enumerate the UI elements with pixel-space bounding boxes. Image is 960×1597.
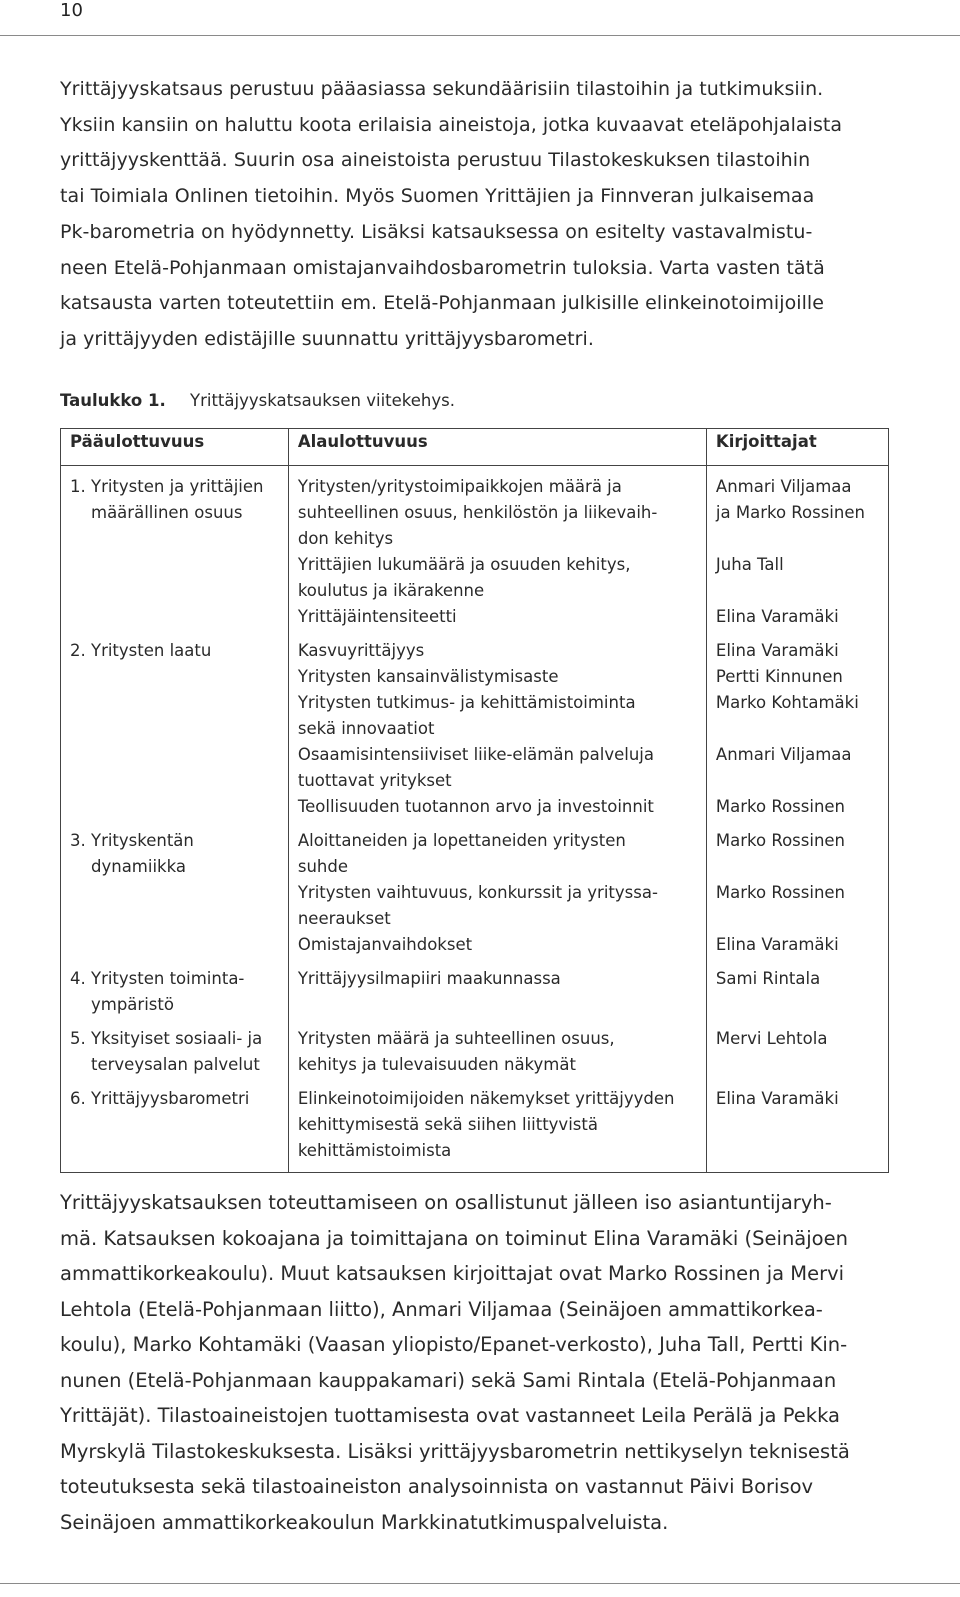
intro-line: tai Toimiala Onlinen tietoihin. Myös Suomen Yrittäjien ja Finnveran julkaisemaa: [60, 185, 815, 208]
authors-line: [716, 854, 879, 880]
intro-line: yrittäjyyskenttää. Suurin osa aineistoista perustuu Tilastokeskuksen tilastoihin: [60, 149, 811, 172]
sub-dimension-line: Kasvuyrittäjyys: [297, 641, 425, 660]
closing-line: Yrittäjyyskatsauksen toteuttamiseen on osallistunut jälleen iso asiantuntijaryh-: [60, 1191, 832, 1214]
sub-dimension-line: Yritysten tutkimus- ja kehittämistoiminta: [297, 693, 636, 712]
main-dimension-line: ympäristö: [91, 995, 174, 1014]
main-dimension-cell: [61, 966, 289, 1026]
header-rule: [0, 35, 960, 36]
page-number: 10: [60, 0, 83, 21]
main-dimension-line: 6. Yrittäjyysbarometri: [70, 1089, 250, 1108]
sub-dimension-line: neeraukset: [297, 909, 391, 928]
table-header-row: [61, 429, 889, 466]
main-dimension-cell: [61, 466, 289, 639]
table-row: [61, 1086, 889, 1173]
table-row: [61, 828, 889, 966]
authors-line: [716, 526, 879, 552]
closing-line: koulu), Marko Kohtamäki (Vaasan yliopisto/Epanet-verkosto), Juha Tall, Pertti Kin-: [60, 1333, 848, 1356]
intro-line: ja yrittäjyyden edistäjille suunnattu yrittäjyysbarometri.: [60, 327, 594, 350]
closing-line: Myrskylä Tilastokeskuksesta. Lisäksi yrittäjyysbarometrin nettikyselyn teknisestä: [60, 1439, 850, 1463]
closing-line: ammattikorkeakoulu). Muut katsauksen kirjoittajat ovat Marko Rossinen ja Mervi: [60, 1262, 845, 1285]
intro-line: katsausta varten toteutettiin em. Etelä-Pohjanmaan julkisille elinkeinotoimijoille: [60, 292, 824, 315]
authors-line: [716, 578, 879, 604]
intro-line: Yrittäjyyskatsaus perustuu pääasiassa sekundäärisiin tilastoihin ja tutkimuksiin.: [60, 78, 824, 100]
main-dimension-line: terveysalan palvelut: [91, 1055, 260, 1074]
authors-line: Marko Rossinen: [715, 797, 846, 816]
main-dimension-cell: [61, 1026, 289, 1086]
framework-table: [60, 428, 889, 1173]
closing-line: nunen (Etelä-Pohjanmaan kauppakamari) sekä Sami Rintala (Etelä-Pohjanmaan: [60, 1368, 837, 1392]
sub-dimension-line: Yritysten/yritystoimipaikkojen määrä ja: [297, 477, 622, 496]
sub-dimension-line: Yritysten kansainvälistymisaste: [297, 667, 559, 686]
intro-line: neen Etelä-Pohjanmaan omistajanvaihdosbarometrin tuloksia. Varta vasten tätä: [60, 256, 825, 279]
sub-dimension-line: Teollisuuden tuotannon arvo ja investoinnit: [297, 797, 654, 816]
table-row: [61, 966, 889, 1026]
closing-line: Seinäjoen ammattikorkeakoulun Markkinatutkimuspalveluista.: [60, 1510, 669, 1534]
table-row: [61, 1026, 889, 1086]
authors-cell: [706, 1086, 888, 1173]
intro-line: Yksiin kansiin on haluttu koota erilaisia aineistoja, jotka kuvaavat eteläpohjalaista: [60, 113, 843, 136]
intro-line: Pk-barometria on hyödynnetty. Lisäksi katsauksessa on esitelty vastavalmistu-: [60, 220, 813, 243]
authors-cell: [706, 1026, 888, 1086]
authors-line: Marko Rossinen: [715, 831, 846, 850]
sub-dimension-line: Yritysten vaihtuvuus, konkurssit ja yrityssa-: [297, 883, 658, 902]
authors-cell: [706, 466, 888, 639]
main-dimension-line: 5. Yksityiset sosiaali- ja: [70, 1029, 263, 1048]
authors-line: Pertti Kinnunen: [715, 667, 843, 686]
sub-dimension-line: Yrittäjien lukumäärä ja osuuden kehitys,: [297, 555, 631, 574]
authors-line: Marko Kohtamäki: [715, 693, 859, 712]
sub-dimension-line: Omistajanvaihdokset: [297, 935, 473, 954]
table-row: [61, 466, 889, 639]
authors-line: Anmari Viljamaa: [715, 477, 852, 496]
main-dimension-line: dynamiikka: [91, 857, 186, 876]
sub-dimension-cell: [288, 966, 706, 1026]
sub-dimension-line: sekä innovaatiot: [297, 719, 435, 738]
header-sub-dimension: Alaulottuvuus: [288, 429, 706, 466]
table-body: [61, 466, 889, 1173]
sub-dimension-line: suhteellinen osuus, henkilöstön ja liikevaih-: [297, 503, 658, 522]
sub-dimension-line: kehitys ja tulevaisuuden näkymät: [297, 1055, 576, 1074]
authors-line: [716, 906, 879, 932]
closing-line: toteutuksesta sekä tilastoaineiston analysoinnista on vastannut Päivi Borisov: [60, 1475, 814, 1498]
closing-paragraph: [60, 1185, 890, 1540]
sub-dimension-line: suhde: [297, 857, 348, 876]
authors-line: Elina Varamäki: [715, 1089, 839, 1108]
main-dimension-line: 1. Yritysten ja yrittäjien: [70, 477, 264, 496]
sub-dimension-cell: [288, 638, 706, 828]
closing-line: Lehtola (Etelä-Pohjanmaan liitto), Anmari Viljamaa (Seinäjoen ammattikorkea-: [60, 1297, 823, 1321]
sub-dimension-line: tuottavat yritykset: [297, 771, 452, 790]
authors-line: [716, 768, 879, 794]
authors-line: [716, 716, 879, 742]
sub-dimension-line: Osaamisintensiiviset liike-elämän palveluja: [297, 745, 654, 764]
main-dimension-line: 3. Yrityskentän: [70, 831, 194, 850]
authors-line: Elina Varamäki: [715, 607, 839, 626]
table-caption: [60, 390, 455, 412]
sub-dimension-line: Elinkeinotoimijoiden näkemykset yrittäjyyden: [297, 1089, 675, 1108]
sub-dimension-line: kehittämistoimista: [297, 1141, 452, 1160]
sub-dimension-cell: [288, 1086, 706, 1173]
authors-line: Elina Varamäki: [715, 641, 839, 660]
main-dimension-cell: [61, 828, 289, 966]
authors-line: Anmari Viljamaa: [715, 745, 852, 764]
sub-dimension-line: Yrittäjyysilmapiiri maakunnassa: [297, 969, 561, 988]
sub-dimension-cell: [288, 1026, 706, 1086]
authors-cell: [706, 966, 888, 1026]
table-caption-text: Yrittäjyyskatsauksen viitekehys.: [190, 391, 455, 410]
authors-line: Sami Rintala: [715, 969, 821, 988]
table-caption-label: Taulukko 1.: [60, 391, 166, 410]
sub-dimension-line: don kehitys: [297, 529, 394, 548]
sub-dimension-cell: [288, 466, 706, 639]
sub-dimension-line: kehittymisestä sekä siihen liittyvistä: [297, 1115, 598, 1134]
main-dimension-line: 4. Yritysten toiminta-: [70, 969, 245, 988]
sub-dimension-line: Yritysten määrä ja suhteellinen osuus,: [297, 1029, 615, 1048]
header-main-dimension: Pääulottuvuus: [61, 429, 289, 466]
closing-line: Yrittäjät). Tilastoaineistojen tuottamisesta ovat vastanneet Leila Perälä ja Pekka: [60, 1404, 840, 1427]
sub-dimension-line: koulutus ja ikärakenne: [297, 581, 485, 600]
sub-dimension-cell: [288, 828, 706, 966]
intro-paragraph: [60, 72, 890, 358]
table-row: [61, 638, 889, 828]
main-dimension-cell: [61, 638, 289, 828]
main-dimension-line: 2. Yritysten laatu: [70, 641, 212, 660]
authors-line: ja Marko Rossinen: [715, 503, 865, 522]
authors-line: Mervi Lehtola: [715, 1029, 828, 1048]
authors-line: Juha Tall: [715, 555, 784, 574]
header-authors: Kirjoittajat: [706, 429, 888, 466]
authors-cell: [706, 638, 888, 828]
authors-line: Elina Varamäki: [715, 935, 839, 954]
closing-line: mä. Katsauksen kokoajana ja toimittajana on toiminut Elina Varamäki (Seinäjoen: [60, 1226, 848, 1250]
main-dimension-cell: [61, 1086, 289, 1173]
authors-cell: [706, 828, 888, 966]
main-dimension-line: määrällinen osuus: [91, 503, 243, 522]
footer-rule: [0, 1583, 960, 1584]
sub-dimension-line: Aloittaneiden ja lopettaneiden yritysten: [297, 831, 626, 850]
sub-dimension-line: Yrittäjäintensiteetti: [297, 607, 457, 626]
authors-line: Marko Rossinen: [715, 883, 846, 902]
